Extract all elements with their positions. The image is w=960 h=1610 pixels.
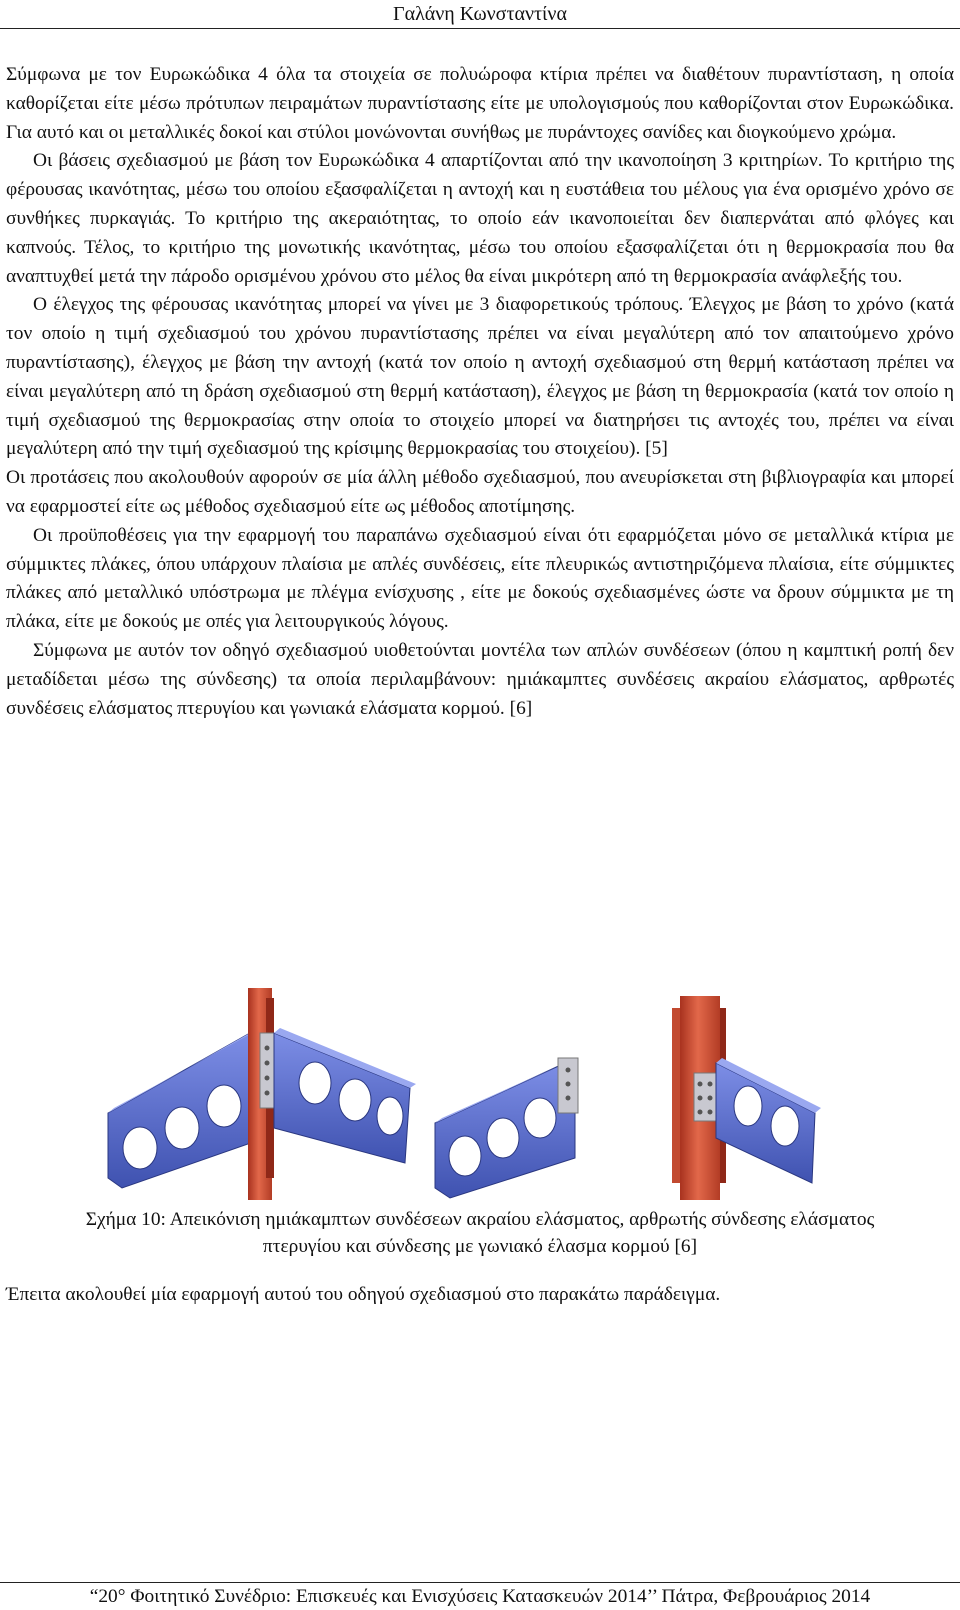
caption-line: Σχήμα 10: Απεικόνιση ημιάκαμπτων συνδέσεων ακραίου ελάσματος, αρθρωτής σύνδεσης ελάσματος — [85, 1209, 875, 1230]
end-plate-connection — [108, 988, 416, 1200]
paragraph: Οι προτάσεις που ακολουθούν αφορούν σε μία άλλη μέθοδο σχεδιασμού, που ανευρίσκεται στη βιβλιογραφία και μπορεί να εφαρμοστεί είτε ως μέθοδος σχεδιασμού είτε ως μέθοδος αποτίμησης. — [6, 467, 954, 517]
paragraph: Σύμφωνα με τον Ευρωκώδικα 4 όλα τα στοιχεία σε πολυώροφα κτίρια πρέπει να διαθέτουν πυραντίσταση, η οποία καθορίζεται είτε μέσω πρότυπων πειραμάτων πυραντίστασης είτε με υπολογισμούς που καθορίζονται στον Ευρωκώδικα. Για αυτό και οι μεταλλικές δοκοί και στύλοι μονώνονται συνήθως με πυράντοχες σανίδες και διογκούμενο χρώμα. — [6, 64, 954, 143]
paragraph: Οι προϋποθέσεις για την εφαρμογή του παραπάνω σχεδιασμού είναι ότι εφαρμόζεται μόνο σε μεταλλικά κτίρια με σύμμικτες πλάκες, όπου υπάρχουν πλαίσια με απλές συνδέσεις, είτε πλευρικώς αντιστηριζόμενα πλαίσια, είτε σύμμικτες πλάκες από μεταλλικό υπόστρωμα με πλέγμα ενίσχυσης , είτε με δοκούς σχεδιασμένες ώστε να δρουν σύμμικτα με τη πλάκα, είτε με δοκούς με οπές για λειτουργικούς λόγους. — [6, 524, 954, 633]
running-header: Γαλάνη Κωνσταντίνα — [393, 3, 567, 25]
fin-plate-connection — [435, 1058, 578, 1198]
connections-illustration — [100, 988, 860, 1200]
running-footer: “20° Φοιτητικό Συνέδριο: Επισκευές και Ενισχύσεις Κατασκευών 2014’’ Πάτρα, Φεβρουάριος 2014 — [89, 1586, 871, 1607]
paragraph: Οι βάσεις σχεδιασμού με βάση τον Ευρωκώδικα 4 απαρτίζονται από την ικανοποίηση 3 κριτηρίων. Το κριτήριο της φέρουσας ικανότητας, μέσω του οποίου εξασφαλίζεται η αντοχή και η ευστάθεια του μέλους για ένα ορισμένο χρόνο σε συνθήκες πυρκαγιάς. Το κριτήριο της ακεραιότητας, το οποίο εάν ικανοποιείται δεν διαπερνάται από φλόγες και καπνούς. Τέλος, το κριτήριο της μονωτικής ικανότητας, μέσω του οποίου εξασφαλίζεται ότι η θερμοκρασία που θα αναπτυχθεί μετά την πάροδο ορισμένου χρόνου στο μέλος θα είναι μικρότερη από τη θερμοκρασία ανάφλεξής του. — [6, 150, 954, 287]
paragraph: Σύμφωνα με αυτόν τον οδηγό σχεδιασμού υιοθετούνται μοντέλα των απλών συνδέσεων (όπου η καμπτική ροπή δεν μεταδίδεται μέσω της σύνδεσης) τα οποία περιλαμβάνουν: ημιάκαμπτες συνδέσεις ακραίου ελάσματος, αρθρωτές συνδέσεις ελάσματος πτερυγίου και γωνιακά ελάσματα κορμού. [6] — [6, 639, 954, 719]
body-text — [6, 61, 954, 723]
header-divider — [0, 28, 960, 29]
paragraph: Ο έλεγχος της φέρουσας ικανότητας μπορεί να γίνει με 3 διαφορετικούς τρόπους. Έλεγχος με βάση το χρόνο (κατά τον οποίο η τιμή σχεδιασμού του χρόνου πυραντίστασης πρέπει να είναι μεγαλύτερη από τον απαιτούμενο χρόνο πυραντίστασης), έλεγχος με βάση την αντοχή (κατά τον οποίο η αντοχή σχεδιασμού στη θερμή κατάσταση πρέπει να είναι μεγαλύτερη από τη δράση σχεδιασμού στη θερμή κατάσταση), έλεγχος με βάση τη θερμοκρασία (κατά τον οποίο η τιμή σχεδιασμού της θερμοκρασίας στην οποία το στοιχείο μπορεί να διατηρήσει τις αντοχές του, πρέπει να είναι μεγαλύτερη από την τιμή σχεδιασμού της κρίσιμης θερμοκρασίας του στοιχείου). [5] — [6, 294, 954, 460]
footer-divider — [0, 1582, 960, 1583]
connection-figure — [100, 988, 860, 1200]
caption-line: πτερυγίου και σύνδεσης με γωνιακό έλασμα κορμού [6] — [262, 1236, 698, 1257]
closing-sentence: Έπειτα ακολουθεί μία εφαρμογή αυτού του οδηγού σχεδιασμού στο παρακάτω παράδειγμα. — [6, 1284, 721, 1305]
web-cleat-connection — [672, 996, 821, 1200]
figure-caption — [0, 1206, 960, 1260]
